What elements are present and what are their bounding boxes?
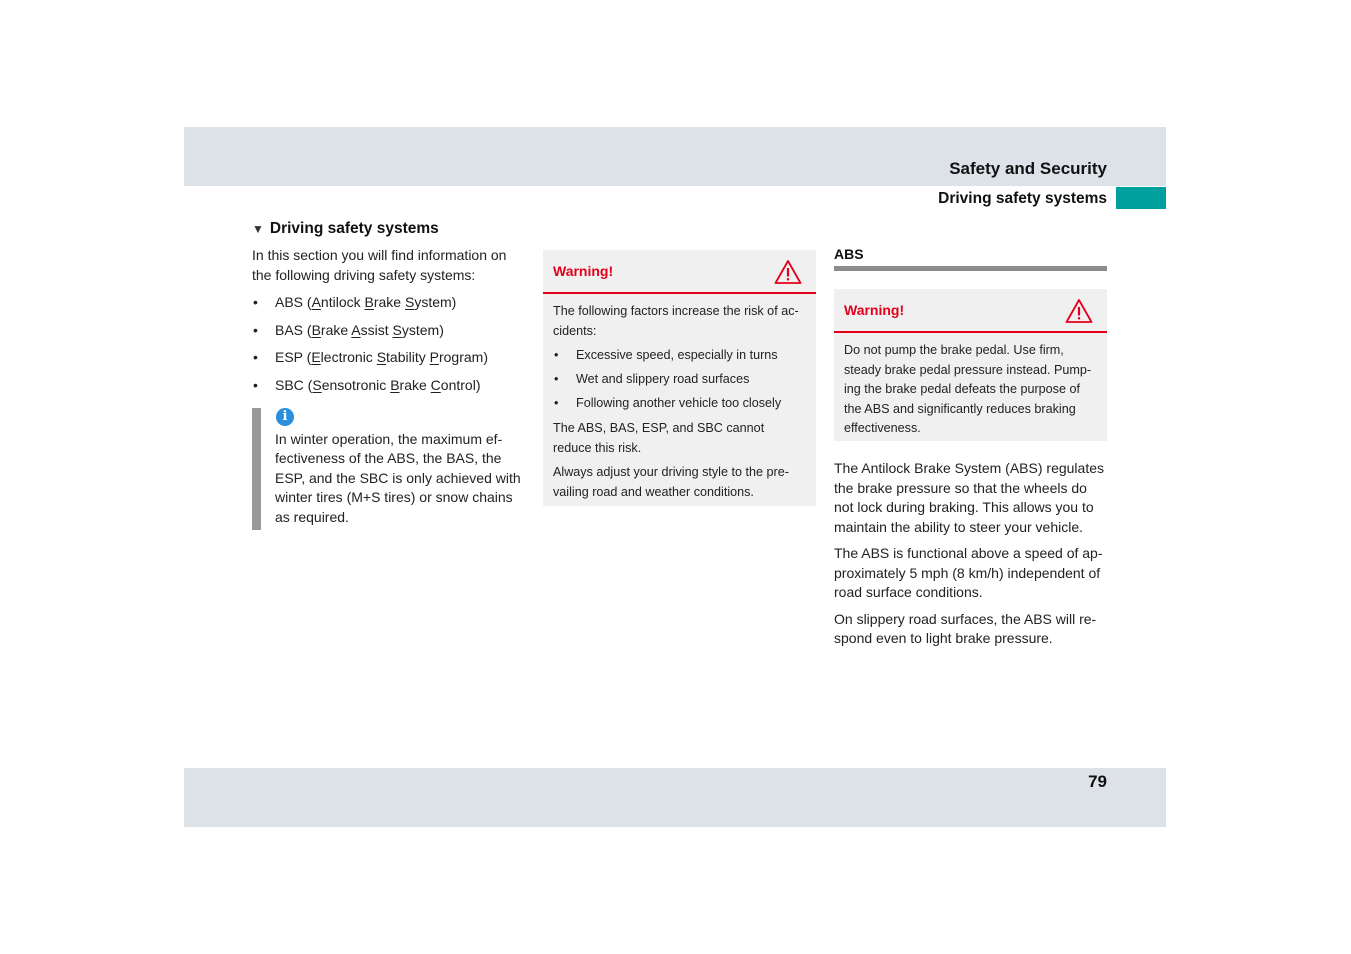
abs-heading: ABS xyxy=(834,246,864,262)
abs-paragraph: On slippery road surfaces, the ABS will re-spond even to light brake pressure. xyxy=(834,610,1097,646)
systems-list-item: • ABS (Antilock Brake System) xyxy=(252,293,527,312)
warning-label: Warning! xyxy=(553,263,614,279)
risk-factor-item: • Excessive speed, especially in turns xyxy=(553,346,806,366)
warning-para: Always adjust your driving style to the pre-vailing road and weather conditions. xyxy=(553,465,789,499)
chapter-title: Safety and Security xyxy=(949,159,1107,178)
systems-list-item: • ESP (Electronic Stability Program) xyxy=(252,348,527,367)
warning-triangle-icon xyxy=(1065,298,1093,324)
warning-box-risk xyxy=(543,250,816,506)
abs-paragraph: The ABS is functional above a speed of ap-proximately 5 mph (8 km/h) independent of road surface conditions. xyxy=(834,545,1103,600)
section-tab-marker xyxy=(1116,187,1166,209)
page-number: 79 xyxy=(1088,772,1107,791)
intro-text: In this section you will find information on the following driving safety systems: xyxy=(252,247,507,283)
warning-para: The ABS, BAS, ESP, and SBC cannot reduce this risk. xyxy=(553,420,765,455)
section-title: Driving safety systems xyxy=(938,190,1107,207)
warning-body xyxy=(543,294,816,517)
footer-band xyxy=(184,768,1166,827)
warning-triangle-icon xyxy=(774,259,802,285)
warning-text: Do not pump the brake pedal. Use firm, steady brake pedal pressure instead. Pump-ing the brake pedal defeats the purpose of the ABS and significantly reduces braking effectiveness. xyxy=(844,343,1092,436)
abs-description xyxy=(834,459,1109,656)
info-text: In winter operation, the maximum ef-fectiveness of the ABS, the BAS, the ESP, and the SBC is only achieved with winter tires (M+S tires) or snow chains as required. xyxy=(275,431,521,525)
warning-header xyxy=(834,289,1107,333)
warning-label: Warning! xyxy=(844,302,905,318)
systems-list-item: • BAS (Brake Assist System) xyxy=(252,321,527,340)
risk-factor-list xyxy=(553,346,806,414)
triangle-down-icon: ▼ xyxy=(252,222,264,236)
risk-factor-item: • Following another vehicle too closely xyxy=(553,394,806,414)
abs-paragraph: The Antilock Brake System (ABS) regulates the brake pressure so that the wheels do not lock during braking. This allows you to maintain the ability to steer your vehicle. xyxy=(834,460,1104,535)
column-left xyxy=(252,218,527,403)
section-heading xyxy=(252,218,527,240)
systems-list xyxy=(252,293,527,395)
warning-header xyxy=(543,250,816,294)
warning-intro: The following factors increase the risk of ac-cidents: xyxy=(553,304,799,338)
info-bar xyxy=(252,408,261,530)
systems-list-item: • SBC (Sensotronic Brake Control) xyxy=(252,376,527,395)
warning-body xyxy=(834,333,1107,454)
warning-box-abs xyxy=(834,289,1107,441)
info-icon: i xyxy=(276,408,294,426)
risk-factor-item: • Wet and slippery road surfaces xyxy=(553,370,806,390)
section-heading-text: Driving safety systems xyxy=(269,220,439,237)
abs-heading-rule xyxy=(834,266,1107,271)
info-note xyxy=(252,408,527,530)
